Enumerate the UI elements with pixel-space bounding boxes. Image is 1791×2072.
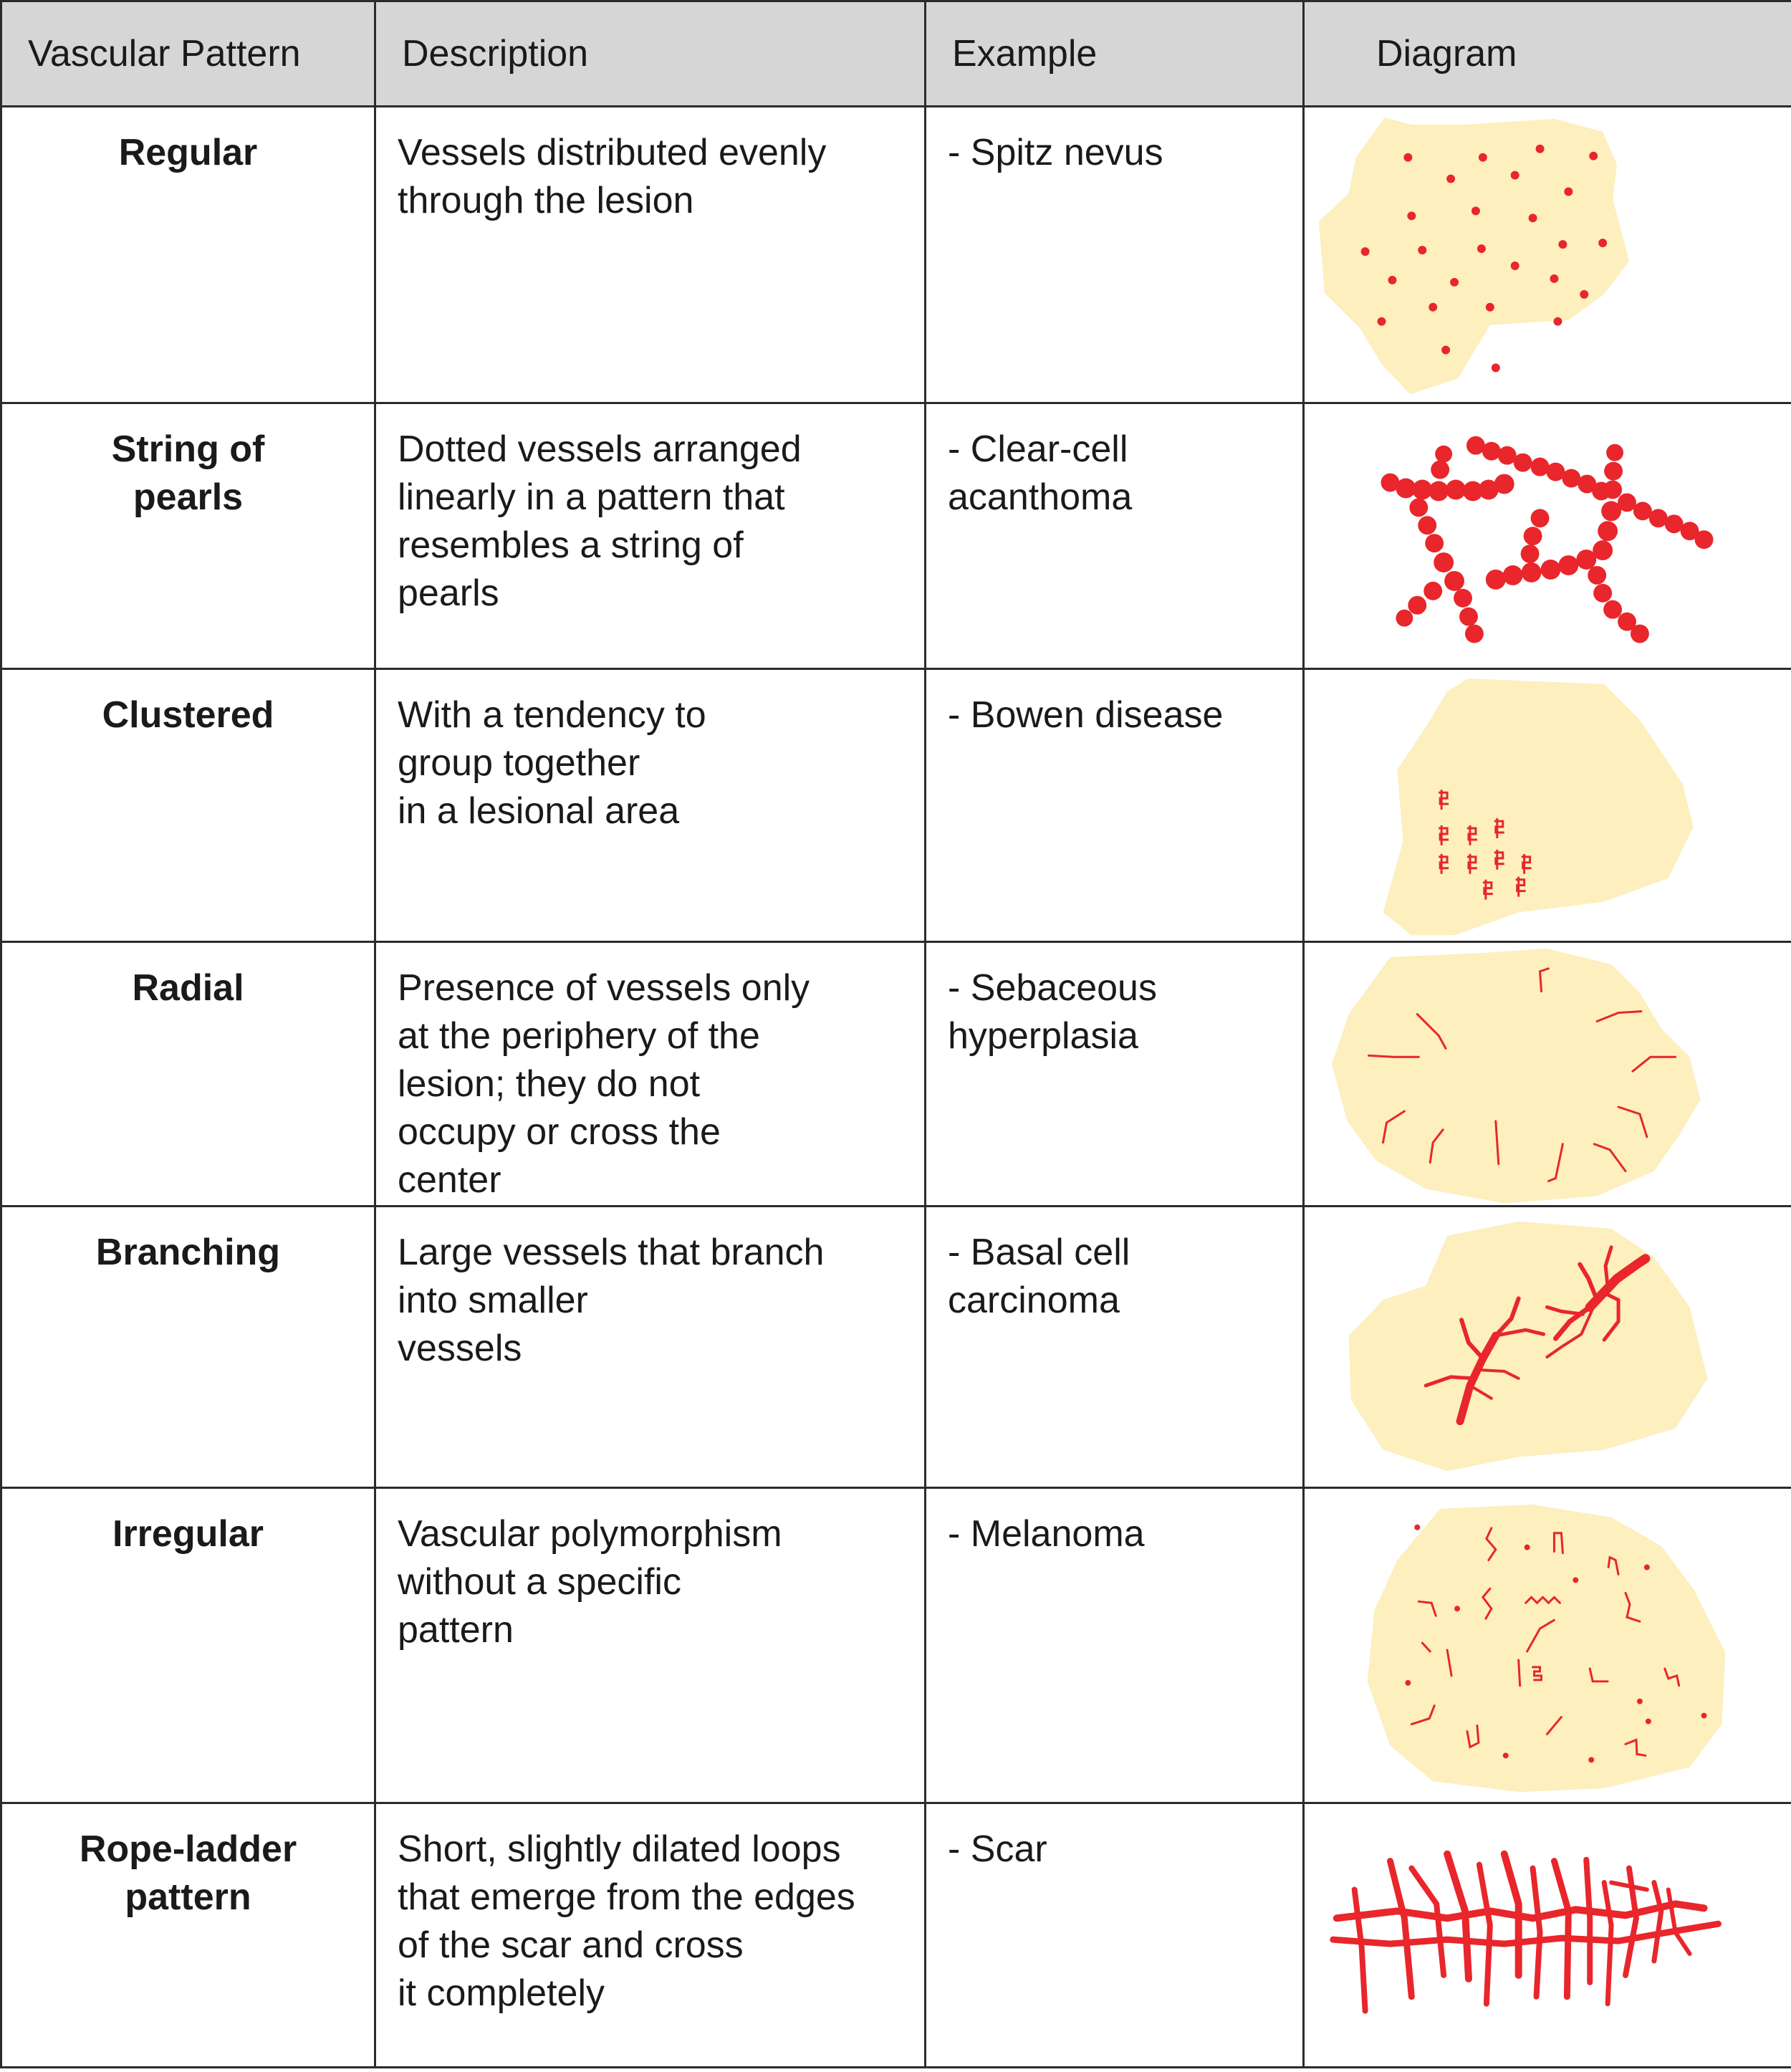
diagram-cell xyxy=(1304,941,1791,1206)
description-line: that emerge from the edges xyxy=(398,1876,855,1918)
description-line: Vascular polymorphism xyxy=(398,1512,782,1555)
example-line: - Bowen disease xyxy=(948,694,1224,736)
description-line: With a tendency to xyxy=(398,694,706,736)
irregular-vessels-diagram xyxy=(1305,1489,1791,1802)
header-row xyxy=(1,1,1791,107)
table-row xyxy=(1,668,1791,941)
example-line: hyperplasia xyxy=(948,1015,1138,1057)
description-line: through the lesion xyxy=(398,180,694,221)
pattern-name xyxy=(1,403,375,668)
description-line: at the periphery of the xyxy=(398,1015,760,1057)
pattern-description xyxy=(375,668,926,941)
description-line: pearls xyxy=(398,572,499,615)
table-row xyxy=(1,1487,1791,1803)
diagram-cell xyxy=(1304,1207,1791,1487)
header-pattern: Vascular Pattern xyxy=(1,1,375,107)
string-of-pearls-diagram xyxy=(1305,404,1791,667)
header-example: Example xyxy=(926,1,1304,107)
diagram-cell xyxy=(1304,1803,1791,2067)
clustered-coils-diagram xyxy=(1305,670,1791,941)
diagram-cell xyxy=(1304,1487,1791,1803)
description-line: without a specific xyxy=(398,1560,681,1603)
lesion-shape xyxy=(1319,117,1629,394)
pattern-name-line: Clustered xyxy=(102,694,274,736)
rope-ladder-diagram xyxy=(1305,1804,1791,2066)
description-line: in a lesional area xyxy=(398,790,680,832)
description-line: vessels xyxy=(398,1328,522,1370)
example-line: - Basal cell xyxy=(948,1232,1130,1274)
table-row xyxy=(1,941,1791,1206)
pattern-name xyxy=(1,1487,375,1803)
pattern-name-line: Irregular xyxy=(112,1512,264,1555)
description-line: group together xyxy=(398,742,640,784)
pattern-name xyxy=(1,941,375,1206)
pattern-name-line: pearls xyxy=(133,476,244,519)
description-line: into smaller xyxy=(398,1280,588,1322)
pattern-description xyxy=(375,403,926,668)
example-line: acanthoma xyxy=(948,476,1133,519)
lesion-shape xyxy=(1332,949,1701,1203)
pattern-example xyxy=(926,1207,1304,1487)
diagram-cell xyxy=(1304,403,1791,668)
pattern-name-line: Radial xyxy=(132,967,244,1009)
pattern-name xyxy=(1,107,375,403)
rope-ladder-vessels xyxy=(1333,1853,1719,2010)
example-line: - Sebaceous xyxy=(948,967,1157,1009)
pattern-example xyxy=(926,403,1304,668)
description-line: it completely xyxy=(398,1972,605,2014)
pattern-example xyxy=(926,1487,1304,1803)
pattern-name-line: Regular xyxy=(118,132,258,173)
pearl-chains xyxy=(1381,436,1714,643)
description-line: lesion; they do not xyxy=(398,1063,701,1105)
pattern-description xyxy=(375,107,926,403)
description-line: resembles a string of xyxy=(398,524,744,567)
lesion-shape xyxy=(1368,1504,1726,1791)
description-line: Short, slightly dilated loops xyxy=(398,1828,841,1870)
pattern-description xyxy=(375,941,926,1206)
description-line: Vessels distributed evenly xyxy=(398,132,827,173)
lesion-shape xyxy=(1349,1222,1708,1471)
pattern-description xyxy=(375,1803,926,2067)
radial-vessels-diagram xyxy=(1305,943,1791,1205)
pattern-description xyxy=(375,1207,926,1487)
pattern-name-line: Branching xyxy=(95,1232,281,1274)
pattern-example xyxy=(926,941,1304,1206)
example-line: - Spitz nevus xyxy=(948,132,1163,173)
header-description: Description xyxy=(375,1,926,107)
example-line: - Clear-cell xyxy=(948,428,1128,471)
description-line: of the scar and cross xyxy=(398,1924,744,1966)
table-row xyxy=(1,403,1791,668)
description-line: Dotted vessels arranged xyxy=(398,428,802,471)
description-line: pattern xyxy=(398,1608,514,1651)
pattern-name xyxy=(1,1803,375,2067)
pattern-name-line: String of xyxy=(111,428,265,471)
diagram-cell xyxy=(1304,107,1791,403)
pattern-description xyxy=(375,1487,926,1803)
table-row xyxy=(1,1207,1791,1487)
description-line: linearly in a pattern that xyxy=(398,476,785,519)
pattern-name-line: pattern xyxy=(125,1876,251,1918)
branching-vessels-diagram xyxy=(1305,1207,1791,1486)
description-line: Presence of vessels only xyxy=(398,967,810,1009)
table-row xyxy=(1,1803,1791,2067)
diagram-cell xyxy=(1304,668,1791,941)
pattern-example xyxy=(926,668,1304,941)
lesion-shape xyxy=(1383,678,1694,934)
example-line: carcinoma xyxy=(948,1280,1120,1322)
header-diagram: Diagram xyxy=(1304,1,1791,107)
table-row xyxy=(1,107,1791,403)
pattern-name xyxy=(1,1207,375,1487)
pattern-example xyxy=(926,107,1304,403)
example-line: - Scar xyxy=(948,1828,1047,1870)
description-line: center xyxy=(398,1159,501,1201)
regular-dots-diagram xyxy=(1305,107,1791,402)
pattern-name-line: Rope-ladder xyxy=(79,1828,297,1870)
description-line: occupy or cross the xyxy=(398,1111,721,1153)
pattern-name xyxy=(1,668,375,941)
pattern-example xyxy=(926,1803,1304,2067)
description-line: Large vessels that branch xyxy=(398,1232,825,1274)
example-line: - Melanoma xyxy=(948,1512,1145,1555)
